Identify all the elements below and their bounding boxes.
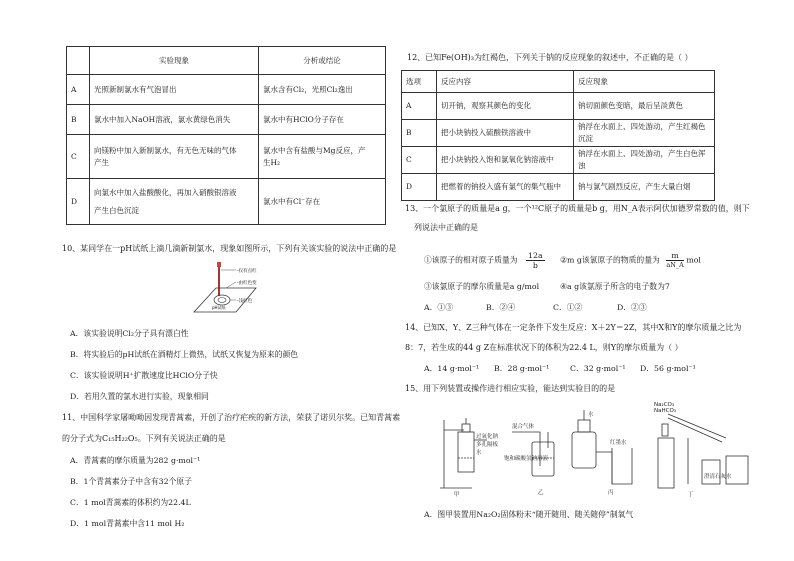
option-c: C．该实验说明H⁺扩散速度比HClO分子快 (70, 371, 218, 380)
fig-caption: 丁 (688, 492, 694, 498)
question-14-stem: 8：7，若生成的44 g Z在标准状况下的体积为22.4 L，则Y的摩尔质量为（ ） (405, 343, 683, 352)
fig-label: NaHCO₃ (654, 408, 676, 414)
fig-label: -浅红色 (237, 299, 253, 304)
fig-caption: 乙 (538, 490, 544, 496)
question-13-stem: 13、一个氯原子的质量是a g，一个¹²C原子的质量是b g，用N_A表示阿伏加德罗常数的值，则下 (405, 204, 750, 213)
option-a: A．图甲装置用Na₂O₂固体粉末“随开随用、随关随停”制氧气 (424, 510, 634, 519)
question-10-stem: 10、某同学在一pH试纸上滴几滴新制氯水，现象如图所示，下列有关该实验的说法中正确的是 (62, 244, 397, 253)
statement-3: ③该氯原子的摩尔质量是a g/mol (424, 282, 540, 291)
option-c: C．①② (553, 303, 583, 312)
fig-label: 水 (588, 412, 594, 418)
table-row: B 把小块钠投入硫酸铁溶液中 钠浮在水面上、四处游动，产生红褐色沉淀 (402, 120, 715, 147)
experiment-table (66, 46, 386, 225)
question-12-stem: 12、已知Fe(OH)₃为红褐色，下列关于钠的反应现象的叙述中，不正确的是（ ） (407, 53, 693, 62)
fig-caption: 丙 (608, 490, 614, 496)
option-c: C．1 mol青蒿素的体积约为22.4L (70, 498, 191, 507)
fig-label: Na₂CO₃ (654, 402, 675, 408)
ph-paper-figure (186, 262, 276, 320)
option-b: B．28 g·mol⁻¹ (494, 364, 550, 373)
statement-2: ②m g该氯原子的物质的量为 m aN_A mol (560, 251, 701, 269)
fig-label: 水 (476, 450, 482, 456)
table-header: 反应内容 (437, 71, 574, 93)
table-row: D 把燃着的钠投入盛有氯气的集气瓶中 钠与氯气剧烈反应，产生大量白烟 (402, 174, 715, 201)
option-a: A．14 g·mol⁻¹ (424, 364, 480, 373)
question-11-stem: 11、中国科学家屠呦呦因发现青蒿素，开创了治疗疟疾的新方法，荣获了诺贝尔奖。已知青蒿素 (62, 413, 401, 422)
apparatus-figure (432, 398, 757, 498)
table-row: A 切开钠，观察其颜色的变化 钠切面颜色变暗，最后呈淡黄色 (402, 93, 715, 120)
table-row: D 向氯水中加入盐酸酸化，再加入硝酸银溶液 产生白色沉淀 氯水中有Cl⁻存在 (67, 179, 386, 225)
question-14-stem: 14、已知X、Y、Z三种气体在一定条件下发生反应：X＋2Y＝2Z，其中X和Y的摩尔质量之比为 (405, 323, 742, 332)
option-b: B．将实验后的pH试纸在酒精灯上微热，试纸又恢复为原来的颜色 (70, 350, 299, 359)
table-header: 反应现象 (574, 71, 715, 93)
table-header: 分析或结论 (259, 47, 386, 75)
sodium-table (401, 70, 715, 201)
option-c: C．32 g·mol⁻¹ (570, 364, 626, 373)
fig-label: 过氧化钠 (476, 434, 499, 440)
table-row: B 氯水中加入NaOH溶液，氯水黄绿色消失 氯水中有HClO分子存在 (67, 105, 386, 135)
option-a: A．①③ (424, 303, 454, 312)
option-d: D．②③ (617, 303, 647, 312)
table-row: A 光照新制氯水有气泡冒出 氯水含有Cl₂，光照Cl₂逸出 (67, 75, 386, 105)
option-d: D．1 mol青蒿素中含11 mol H₂ (70, 519, 185, 528)
table-row: C 把小块钠投入饱和氯氧化钠溶液中 钠浮在水面上、四处游动，产生白色浑浊 (402, 147, 715, 174)
option-b: B．1个青蒿素分子中含有32个原子 (70, 477, 192, 486)
option-b: B．②④ (486, 303, 516, 312)
table-header: 选项 (402, 71, 437, 93)
table-header: 实验现象 (90, 47, 259, 75)
fig-label: -仅有点红 (237, 269, 257, 274)
fig-caption: 甲 (454, 492, 460, 498)
table-row: C 向镁粉中加入新制氯水，有无色无味的气体 产生 氯水中含有盐酸与Mg反应，产 生H₂ (67, 135, 386, 179)
statement-4: ④a g该氯原子所含的电子数为7 (560, 282, 670, 291)
fig-label: 多孔隔板 (476, 442, 499, 448)
option-d: D．若用久置的氯水进行实验，现象相同 (70, 392, 209, 401)
question-13-stem: 列说法中正确的是 (414, 223, 478, 232)
fig-label: 饱和碳酸氢钠溶液 (504, 456, 549, 462)
question-11-stem: 的分子式为C₁₅H₂₂O₅。下列有关说法正确的是 (62, 434, 226, 443)
option-d: D．56 g·mol⁻¹ (640, 364, 696, 373)
fig-label: 澄清石灰水 (704, 474, 732, 480)
option-a: A．该实验说明Cl₂分子具有漂白性 (70, 329, 189, 338)
statement-1: ①该原子的相对原子质量为 $\frac{12a}{b}$ (424, 251, 543, 270)
fig-label: -由红色变 (237, 281, 257, 286)
fig-label: 红墨水 (610, 440, 627, 446)
question-15-stem: 15、用下列装置或操作进行相应实验，能达到实验目的的是 (405, 384, 616, 393)
fig-label: 混合气体 (512, 424, 535, 430)
option-a: A．青蒿素的摩尔质量为282 g·mol⁻¹ (70, 456, 201, 465)
fig-label: pH试纸 (212, 305, 226, 310)
